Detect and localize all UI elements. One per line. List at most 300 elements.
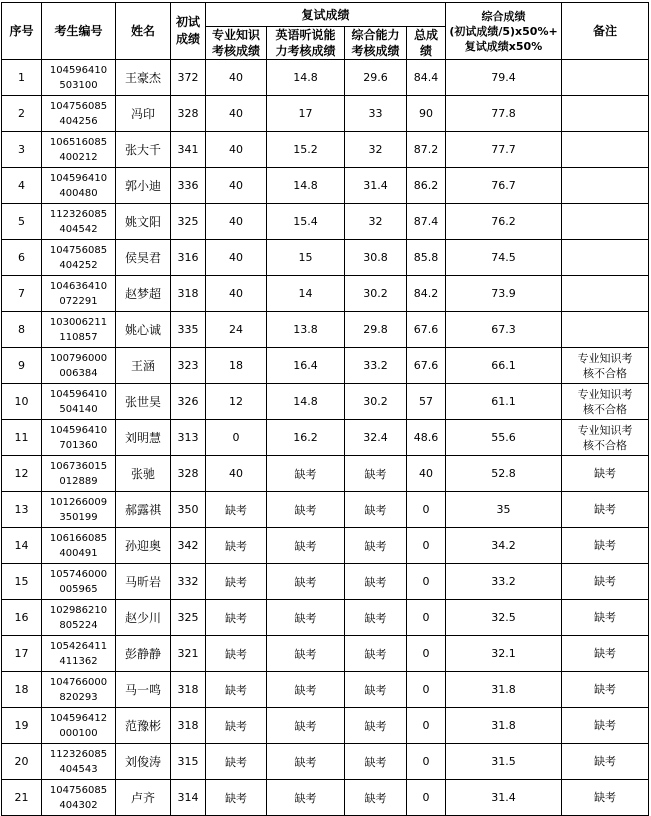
cell-total: 84.2: [407, 276, 446, 312]
cell-total: 86.2: [407, 168, 446, 204]
cell-name: 刘明慧: [116, 420, 171, 456]
remark-line: 专业知识考: [577, 351, 633, 365]
cell-remark: [562, 384, 649, 420]
cell-initial: 336: [171, 168, 206, 204]
cell-composite: 31.8: [446, 708, 562, 744]
cell-total: 40: [407, 456, 446, 492]
cell-exam-id: [42, 168, 116, 204]
exam-id-part: 350199: [59, 511, 98, 523]
cell-english: 15.2: [267, 132, 345, 168]
cell-composite: 31.8: [446, 672, 562, 708]
remark-line: 专业知识考: [577, 387, 633, 401]
exam-id-part: 404302: [59, 799, 98, 811]
cell-name: 郝露祺: [116, 492, 171, 528]
exam-id-part: 104756085: [49, 100, 108, 112]
cell-composite: 31.4: [446, 780, 562, 816]
cell-specialty: 缺考: [206, 600, 267, 636]
exam-id-part: 400212: [59, 151, 98, 163]
cell-ability: 32: [345, 204, 407, 240]
cell-name: 王豪杰: [116, 60, 171, 96]
exam-id-part: 404252: [59, 259, 98, 271]
cell-initial: 335: [171, 312, 206, 348]
table-row: [2, 384, 649, 420]
cell-composite: 76.7: [446, 168, 562, 204]
cell-composite: 35: [446, 492, 562, 528]
table-body: [2, 60, 649, 816]
cell-specialty: 40: [206, 204, 267, 240]
remark-line: 缺考: [594, 503, 617, 516]
cell-ability: 33: [345, 96, 407, 132]
cell-exam-id: [42, 204, 116, 240]
cell-exam-id: [42, 564, 116, 600]
cell-ability: 缺考: [345, 744, 407, 780]
exam-id-part: 820293: [59, 691, 98, 703]
cell-seq: 13: [2, 492, 42, 528]
table-row: [2, 348, 649, 384]
header-composite-line3: 复试成绩x50%: [464, 39, 543, 53]
cell-remark: [562, 600, 649, 636]
cell-ability: 32.4: [345, 420, 407, 456]
cell-composite: 66.1: [446, 348, 562, 384]
cell-total: 48.6: [407, 420, 446, 456]
exam-id-part: 104756085: [49, 244, 108, 256]
header-ability-line1: 综合能力: [351, 28, 400, 42]
cell-total: 57: [407, 384, 446, 420]
cell-ability: 29.8: [345, 312, 407, 348]
cell-total: 0: [407, 636, 446, 672]
cell-name: 赵少川: [116, 600, 171, 636]
table-row: [2, 672, 649, 708]
table-row: [2, 492, 649, 528]
table-row: [2, 564, 649, 600]
cell-exam-id: [42, 312, 116, 348]
cell-total: 90: [407, 96, 446, 132]
exam-id-part: 000100: [59, 727, 98, 739]
cell-remark: [562, 744, 649, 780]
cell-name: 姚心诚: [116, 312, 171, 348]
remark-line: 核不合格: [583, 438, 628, 452]
table-row: [2, 456, 649, 492]
cell-specialty: 40: [206, 132, 267, 168]
cell-specialty: 40: [206, 456, 267, 492]
cell-exam-id: [42, 492, 116, 528]
cell-composite: 77.7: [446, 132, 562, 168]
cell-initial: 318: [171, 708, 206, 744]
cell-specialty: 缺考: [206, 744, 267, 780]
cell-english: 缺考: [267, 672, 345, 708]
cell-english: 缺考: [267, 528, 345, 564]
cell-initial: 342: [171, 528, 206, 564]
cell-seq: 9: [2, 348, 42, 384]
remark-line: 核不合格: [583, 366, 628, 380]
exam-id-part: 112326085: [49, 748, 108, 760]
cell-seq: 18: [2, 672, 42, 708]
table-row: [2, 96, 649, 132]
cell-seq: 8: [2, 312, 42, 348]
cell-name: 刘俊涛: [116, 744, 171, 780]
cell-english: 缺考: [267, 708, 345, 744]
exam-id-part: 104636410: [49, 280, 108, 292]
exam-id-part: 104766000: [49, 676, 108, 688]
header-row-top: [2, 3, 649, 27]
cell-composite: 34.2: [446, 528, 562, 564]
exam-id-part: 110857: [59, 331, 98, 343]
cell-seq: 4: [2, 168, 42, 204]
remark-line: 缺考: [594, 467, 617, 480]
exam-id-part: 104596410: [49, 424, 108, 436]
remark-line: 缺考: [594, 647, 617, 660]
cell-exam-id: [42, 132, 116, 168]
cell-specialty: 缺考: [206, 672, 267, 708]
exam-id-part: 400491: [59, 547, 98, 559]
cell-english: 缺考: [267, 780, 345, 816]
cell-exam-id: [42, 780, 116, 816]
table-row: [2, 636, 649, 672]
cell-ability: 缺考: [345, 600, 407, 636]
exam-id-part: 006384: [59, 367, 98, 379]
cell-initial: 328: [171, 96, 206, 132]
cell-ability: 29.6: [345, 60, 407, 96]
cell-specialty: 40: [206, 240, 267, 276]
cell-composite: 52.8: [446, 456, 562, 492]
cell-name: 冯印: [116, 96, 171, 132]
cell-composite: 32.5: [446, 600, 562, 636]
header-initial-score: [171, 3, 206, 60]
cell-seq: 11: [2, 420, 42, 456]
cell-english: 14.8: [267, 60, 345, 96]
cell-seq: 1: [2, 60, 42, 96]
remark-line: 缺考: [594, 755, 617, 768]
cell-remark: [562, 780, 649, 816]
cell-initial: 315: [171, 744, 206, 780]
exam-id-part: 104596410: [49, 64, 108, 76]
score-table: [1, 2, 649, 816]
remark-line: 核不合格: [583, 402, 628, 416]
cell-total: 67.6: [407, 348, 446, 384]
cell-initial: 326: [171, 384, 206, 420]
cell-composite: 79.4: [446, 60, 562, 96]
exam-id-part: 106736015: [49, 460, 108, 472]
cell-remark: [562, 456, 649, 492]
exam-id-part: 104596412: [49, 712, 108, 724]
cell-initial: 372: [171, 60, 206, 96]
cell-remark: [562, 492, 649, 528]
cell-remark: [562, 708, 649, 744]
cell-remark: [562, 672, 649, 708]
cell-initial: 350: [171, 492, 206, 528]
cell-exam-id: [42, 96, 116, 132]
cell-exam-id: [42, 672, 116, 708]
table-row: [2, 780, 649, 816]
table-row: [2, 312, 649, 348]
cell-remark: [562, 168, 649, 204]
cell-ability: 31.4: [345, 168, 407, 204]
cell-ability: 32: [345, 132, 407, 168]
cell-specialty: 缺考: [206, 564, 267, 600]
header-composite-line2: (初试成绩/5)x50%+: [449, 24, 558, 38]
header-english: [267, 27, 345, 60]
exam-id-part: 106516085: [49, 136, 108, 148]
remark-line: 缺考: [594, 719, 617, 732]
cell-specialty: 40: [206, 168, 267, 204]
exam-id-part: 404256: [59, 115, 98, 127]
remark-line: 专业知识考: [577, 423, 633, 437]
cell-composite: 76.2: [446, 204, 562, 240]
cell-specialty: 40: [206, 276, 267, 312]
cell-english: 缺考: [267, 492, 345, 528]
table-row: [2, 744, 649, 780]
cell-initial: 318: [171, 672, 206, 708]
cell-ability: 缺考: [345, 564, 407, 600]
cell-exam-id: [42, 456, 116, 492]
table-row: [2, 708, 649, 744]
cell-exam-id: [42, 420, 116, 456]
cell-seq: 20: [2, 744, 42, 780]
cell-composite: 33.2: [446, 564, 562, 600]
cell-english: 14.8: [267, 384, 345, 420]
exam-id-part: 072291: [59, 295, 98, 307]
cell-total: 0: [407, 564, 446, 600]
cell-total: 84.4: [407, 60, 446, 96]
cell-name: 赵梦超: [116, 276, 171, 312]
table-row: [2, 240, 649, 276]
cell-english: 缺考: [267, 456, 345, 492]
cell-ability: 缺考: [345, 492, 407, 528]
cell-english: 缺考: [267, 636, 345, 672]
cell-remark: [562, 132, 649, 168]
header-ability: [345, 27, 407, 60]
cell-ability: 30.8: [345, 240, 407, 276]
cell-remark: [562, 420, 649, 456]
exam-id-part: 101266009: [49, 496, 108, 508]
cell-seq: 15: [2, 564, 42, 600]
cell-english: 15: [267, 240, 345, 276]
cell-initial: 341: [171, 132, 206, 168]
cell-name: 张世昊: [116, 384, 171, 420]
cell-exam-id: [42, 276, 116, 312]
cell-english: 14.8: [267, 168, 345, 204]
cell-seq: 6: [2, 240, 42, 276]
table-row: [2, 528, 649, 564]
cell-seq: 21: [2, 780, 42, 816]
cell-remark: [562, 60, 649, 96]
cell-composite: 67.3: [446, 312, 562, 348]
cell-total: 0: [407, 708, 446, 744]
cell-name: 姚文阳: [116, 204, 171, 240]
cell-remark: [562, 240, 649, 276]
exam-id-part: 411362: [59, 655, 98, 667]
remark-line: 缺考: [594, 683, 617, 696]
cell-initial: 325: [171, 204, 206, 240]
cell-composite: 74.5: [446, 240, 562, 276]
exam-id-part: 105426411: [49, 640, 108, 652]
table-row: [2, 132, 649, 168]
exam-id-part: 100796000: [49, 352, 108, 364]
header-retest-group: 复试成绩: [206, 3, 446, 27]
cell-remark: [562, 564, 649, 600]
cell-name: 王涵: [116, 348, 171, 384]
cell-exam-id: [42, 744, 116, 780]
cell-total: 0: [407, 672, 446, 708]
exam-id-part: 104756085: [49, 784, 108, 796]
cell-remark: [562, 96, 649, 132]
exam-id-part: 105746000: [49, 568, 108, 580]
cell-english: 缺考: [267, 744, 345, 780]
cell-ability: 30.2: [345, 384, 407, 420]
exam-id-part: 404542: [59, 223, 98, 235]
cell-remark: [562, 348, 649, 384]
cell-english: 17: [267, 96, 345, 132]
table-row: [2, 204, 649, 240]
table-row: [2, 600, 649, 636]
cell-name: 郭小迪: [116, 168, 171, 204]
remark-line: 缺考: [594, 575, 617, 588]
cell-composite: 32.1: [446, 636, 562, 672]
cell-initial: 316: [171, 240, 206, 276]
cell-specialty: 缺考: [206, 528, 267, 564]
cell-composite: 55.6: [446, 420, 562, 456]
cell-composite: 73.9: [446, 276, 562, 312]
cell-initial: 314: [171, 780, 206, 816]
header-name: 姓名: [116, 3, 171, 60]
cell-remark: [562, 528, 649, 564]
cell-seq: 16: [2, 600, 42, 636]
cell-initial: 321: [171, 636, 206, 672]
cell-total: 0: [407, 528, 446, 564]
cell-initial: 318: [171, 276, 206, 312]
cell-ability: 33.2: [345, 348, 407, 384]
cell-english: 15.4: [267, 204, 345, 240]
cell-total: 87.2: [407, 132, 446, 168]
cell-ability: 缺考: [345, 672, 407, 708]
exam-id-part: 112326085: [49, 208, 108, 220]
cell-exam-id: [42, 384, 116, 420]
exam-id-part: 104596410: [49, 388, 108, 400]
cell-ability: 缺考: [345, 636, 407, 672]
exam-id-part: 701360: [59, 439, 98, 451]
exam-id-part: 805224: [59, 619, 98, 631]
cell-total: 0: [407, 492, 446, 528]
cell-initial: 332: [171, 564, 206, 600]
cell-exam-id: [42, 708, 116, 744]
exam-id-part: 102986210: [49, 604, 108, 616]
header-english-line2: 力考核成绩: [275, 44, 336, 58]
cell-initial: 328: [171, 456, 206, 492]
cell-ability: 缺考: [345, 528, 407, 564]
cell-seq: 10: [2, 384, 42, 420]
cell-seq: 17: [2, 636, 42, 672]
exam-id-part: 503100: [59, 79, 98, 91]
header-english-line1: 英语听说能: [275, 28, 336, 42]
cell-specialty: 0: [206, 420, 267, 456]
cell-exam-id: [42, 636, 116, 672]
header-remark: 备注: [562, 3, 649, 60]
cell-english: 13.8: [267, 312, 345, 348]
exam-id-part: 103006211: [49, 316, 108, 328]
header-total: [407, 27, 446, 60]
header-exam-id: 考生编号: [42, 3, 116, 60]
cell-composite: 61.1: [446, 384, 562, 420]
table-row: [2, 420, 649, 456]
cell-english: 16.4: [267, 348, 345, 384]
cell-total: 85.8: [407, 240, 446, 276]
cell-total: 0: [407, 600, 446, 636]
cell-exam-id: [42, 600, 116, 636]
cell-composite: 77.8: [446, 96, 562, 132]
cell-total: 0: [407, 780, 446, 816]
cell-initial: 325: [171, 600, 206, 636]
cell-specialty: 12: [206, 384, 267, 420]
cell-remark: [562, 312, 649, 348]
cell-composite: 31.5: [446, 744, 562, 780]
cell-specialty: 24: [206, 312, 267, 348]
header-composite: [446, 3, 562, 60]
remark-line: 缺考: [594, 791, 617, 804]
cell-seq: 2: [2, 96, 42, 132]
cell-seq: 19: [2, 708, 42, 744]
remark-line: 缺考: [594, 611, 617, 624]
remark-line: 缺考: [594, 539, 617, 552]
cell-name: 范豫彬: [116, 708, 171, 744]
exam-id-part: 400480: [59, 187, 98, 199]
header-specialty: [206, 27, 267, 60]
exam-id-part: 404543: [59, 763, 98, 775]
cell-specialty: 40: [206, 60, 267, 96]
cell-name: 张驰: [116, 456, 171, 492]
cell-english: 缺考: [267, 564, 345, 600]
cell-exam-id: [42, 60, 116, 96]
cell-initial: 313: [171, 420, 206, 456]
header-specialty-line2: 考核成绩: [211, 44, 260, 58]
cell-seq: 3: [2, 132, 42, 168]
cell-ability: 缺考: [345, 456, 407, 492]
cell-seq: 12: [2, 456, 42, 492]
exam-id-part: 504140: [59, 403, 98, 415]
table-row: [2, 276, 649, 312]
header-composite-line1: 综合成绩: [481, 9, 526, 23]
cell-remark: [562, 276, 649, 312]
cell-exam-id: [42, 240, 116, 276]
cell-exam-id: [42, 528, 116, 564]
cell-specialty: 缺考: [206, 636, 267, 672]
cell-name: 孙迎奥: [116, 528, 171, 564]
cell-specialty: 缺考: [206, 492, 267, 528]
header-initial-line2: 成绩: [175, 32, 200, 46]
header-specialty-line1: 专业知识: [211, 28, 260, 42]
cell-name: 马昕岩: [116, 564, 171, 600]
exam-id-part: 106166085: [49, 532, 108, 544]
cell-ability: 缺考: [345, 780, 407, 816]
cell-name: 侯昊君: [116, 240, 171, 276]
cell-name: 彭静静: [116, 636, 171, 672]
cell-name: 张大千: [116, 132, 171, 168]
cell-total: 0: [407, 744, 446, 780]
cell-seq: 7: [2, 276, 42, 312]
header-initial-line1: 初试: [175, 15, 200, 29]
cell-exam-id: [42, 348, 116, 384]
cell-remark: [562, 636, 649, 672]
table-row: [2, 168, 649, 204]
cell-seq: 14: [2, 528, 42, 564]
cell-ability: 30.2: [345, 276, 407, 312]
cell-specialty: 18: [206, 348, 267, 384]
cell-total: 87.4: [407, 204, 446, 240]
cell-name: 马一鸣: [116, 672, 171, 708]
header-total-line1: 总成: [414, 28, 439, 42]
cell-seq: 5: [2, 204, 42, 240]
cell-specialty: 缺考: [206, 780, 267, 816]
cell-specialty: 缺考: [206, 708, 267, 744]
